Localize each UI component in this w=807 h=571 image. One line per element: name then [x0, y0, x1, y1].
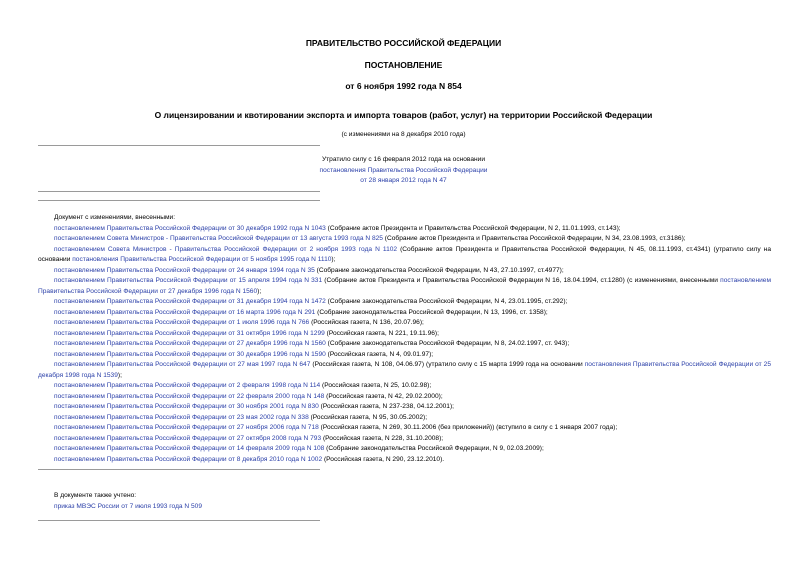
amendment-tail: );	[117, 371, 122, 379]
amendment-source: (Российская газета, N 237-238, 04.12.2001);	[318, 403, 454, 410]
related-decree-link[interactable]: постановления Правительства Российской Федерации от 25 декабря 1998 года N 1539	[38, 361, 771, 379]
also-considered-link[interactable]: приказ МВЭС России от 7 июля 1993 года N 509	[54, 502, 203, 510]
amendment-link[interactable]: постановлением Правительства Российской Федерации от 22 февраля 2000 года N 148	[54, 392, 325, 400]
amendment-link[interactable]: постановлением Правительства Российской Федерации от 30 ноября 2001 года N 830	[54, 403, 319, 410]
edition-note: (с изменениями на 8 декабря 2010 года)	[341, 131, 466, 138]
list-item	[38, 224, 771, 235]
amendment-source: (Собрание законодательства Российской Федерации, N 13, 1996, ст. 1358);	[315, 308, 548, 316]
amendment-tail: );	[331, 256, 336, 263]
amendment-source: (Собрание законодательства Российской Федерации, N 9, 02.03.2009);	[324, 445, 544, 452]
amendment-source: (Российская газета, N 95, 30.05.2002);	[308, 413, 428, 421]
amendment-link[interactable]: постановлением Совета Министров - Правительства Российской Федерации от 13 августа 1993 года N 825	[54, 235, 383, 242]
also-considered-block	[38, 491, 771, 512]
list-item	[38, 350, 771, 361]
list-item	[38, 434, 771, 445]
lost-force-text: Утратило силу с 16 февраля 2012 года на основании	[321, 156, 486, 163]
amendment-link[interactable]: постановлением Правительства Российской Федерации от 24 января 1994 года N 35	[54, 266, 315, 274]
amendment-link[interactable]: постановлением Правительства Российской Федерации от 31 декабря 1994 года N 1472	[54, 298, 326, 305]
list-item	[38, 392, 771, 403]
amendment-link[interactable]: постановлением Правительства Российской Федерации от 31 октября 1996 года N 1299	[54, 329, 325, 337]
list-item	[38, 413, 771, 424]
amendment-source: (Российская газета, N 4, 09.01.97);	[325, 350, 434, 358]
list-item	[38, 234, 771, 245]
amendment-link[interactable]: постановлением Правительства Российской Федерации от 2 февраля 1998 года N 114	[54, 382, 321, 389]
government-heading: ПРАВИТЕЛЬСТВО РОССИЙСКОЙ ФЕДЕРАЦИИ	[305, 38, 502, 48]
list-item	[38, 402, 771, 413]
divider	[38, 200, 320, 201]
amendment-source: (Собрание законодательства Российской Федерации, N 8, 24.02.1997, ст. 943);	[325, 340, 570, 347]
amendment-link[interactable]: постановлением Правительства Российской Федерации от 23 мая 2002 года N 338	[54, 413, 309, 421]
divider	[38, 145, 320, 146]
list-item	[38, 444, 771, 455]
amendment-source: (Российская газета, N 25, 10.02.98);	[320, 382, 432, 389]
list-item	[38, 245, 771, 266]
amendment-source: (Российская газета, N 228, 31.10.2008);	[321, 434, 444, 442]
related-decree-link[interactable]: постановлением Правительства Российской Федерации от 27 декабря 1996 года N 1560	[38, 277, 771, 295]
amendment-source: (Собрание актов Президента и Правительства Российской Федерации N 16, 18.04.1994, ст.1280) (с изменениями, внесенными	[322, 277, 721, 284]
amendment-source: (Собрание актов Президента и Правительства Российской Федерации, N 45, 08.11.1993, ст.4341) (утратило силу на основании	[38, 245, 771, 263]
amendment-source: (Российская газета, N 42, 29.02.2000);	[324, 392, 443, 400]
amendment-link[interactable]: постановлением Правительства Российской Федерации от 16 марта 1996 года N 291	[54, 308, 316, 316]
list-item	[38, 266, 771, 277]
amendment-link[interactable]: постановлением Правительства Российской Федерации от 30 декабря 1992 года N 1043	[54, 224, 326, 232]
amendment-link[interactable]: постановлением Правительства Российской Федерации от 14 февраля 2009 года N 108	[54, 445, 325, 452]
list-item	[38, 308, 771, 319]
amendment-source: (Российская газета, N 136, 20.07.96);	[309, 319, 424, 326]
amendment-source: (Собрание актов Президента и Правительства Российской Федерации, N 34, 23.08.1993, ст.3186);	[382, 235, 686, 242]
amendment-link[interactable]: постановлением Правительства Российской Федерации от 1 июля 1996 года N 766	[54, 319, 310, 326]
list-item	[38, 360, 771, 381]
divider	[38, 520, 320, 521]
list-item	[38, 339, 771, 350]
changes-list	[38, 213, 771, 465]
divider	[38, 469, 320, 470]
doc-type-heading: ПОСТАНОВЛЕНИЕ	[364, 60, 443, 70]
also-considered-intro: В документе также учтено:	[54, 492, 137, 499]
amendment-source: (Российская газета, N 290, 23.12.2010).	[322, 455, 445, 463]
amendment-source: (Российская газета, N 108, 04.06.97) (утратило силу с 15 марта 1999 года на основании	[310, 361, 585, 368]
amendment-source: (Собрание актов Президента и Правительства Российской Федерации, N 2, 11.01.1993, ст.143);	[325, 224, 621, 232]
changes-intro: Документ с изменениями, внесенными:	[54, 214, 176, 221]
amendment-link[interactable]: постановлением Правительства Российской Федерации от 27 декабря 1996 года N 1560	[54, 340, 326, 347]
related-decree-link[interactable]: постановления Правительства Российской Федерации от 5 ноября 1995 года N 1110	[72, 256, 332, 263]
list-item	[38, 381, 771, 392]
amendment-link[interactable]: постановлением Правительства Российской Федерации от 8 декабря 2010 года N 1002	[54, 455, 323, 463]
amendment-link[interactable]: постановлением Правительства Российской Федерации от 30 декабря 1996 года N 1590	[54, 350, 326, 358]
amendment-source: (Российская газета, N 221, 19.11.96);	[324, 329, 439, 337]
amendment-source: (Российская газета, N 269, 30.11.2006 (без приложений)) (вступило в силу с 1 января 2007 года);	[318, 424, 618, 431]
amendment-link[interactable]: постановлением Правительства Российской Федерации от 27 октября 2008 года N 793	[54, 434, 322, 442]
list-item	[38, 423, 771, 434]
divider	[38, 191, 320, 192]
list-item	[38, 329, 771, 340]
lost-force-link-line-2[interactable]: от 28 января 2012 года N 47	[360, 177, 447, 184]
lost-force-link-line-1[interactable]: постановления Правительства Российской Федерации	[319, 166, 488, 174]
amendment-link[interactable]: постановлением Правительства Российской Федерации от 15 апреля 1994 года N 331	[54, 277, 323, 284]
lost-force-block	[0, 155, 807, 187]
amendment-link[interactable]: постановлением Правительства Российской Федерации от 27 ноября 2006 года N 718	[54, 424, 319, 431]
amendment-link[interactable]: постановлением Правительства Российской Федерации от 27 мая 1997 года N 647	[54, 361, 311, 368]
list-item	[38, 455, 771, 466]
amendment-source: (Собрание законодательства Российской Федерации, N 43, 27.10.1997, ст.4977);	[314, 266, 564, 274]
list-item	[38, 276, 771, 297]
amendment-link[interactable]: постановлением Совета Министров - Правительства Российской Федерации от 2 ноября 1993 года N 1102	[54, 245, 398, 253]
doc-date-heading: от 6 ноября 1992 года N 854	[345, 81, 462, 91]
amendment-source: (Собрание законодательства Российской Федерации, N 4, 23.01.1995, ст.292);	[325, 298, 568, 305]
list-item	[38, 318, 771, 329]
list-item	[38, 297, 771, 308]
doc-title: О лицензировании и квотировании экспорта и импорта товаров (работ, услуг) на территории Российской Федерации	[154, 110, 653, 120]
amendment-tail: );	[257, 287, 262, 295]
